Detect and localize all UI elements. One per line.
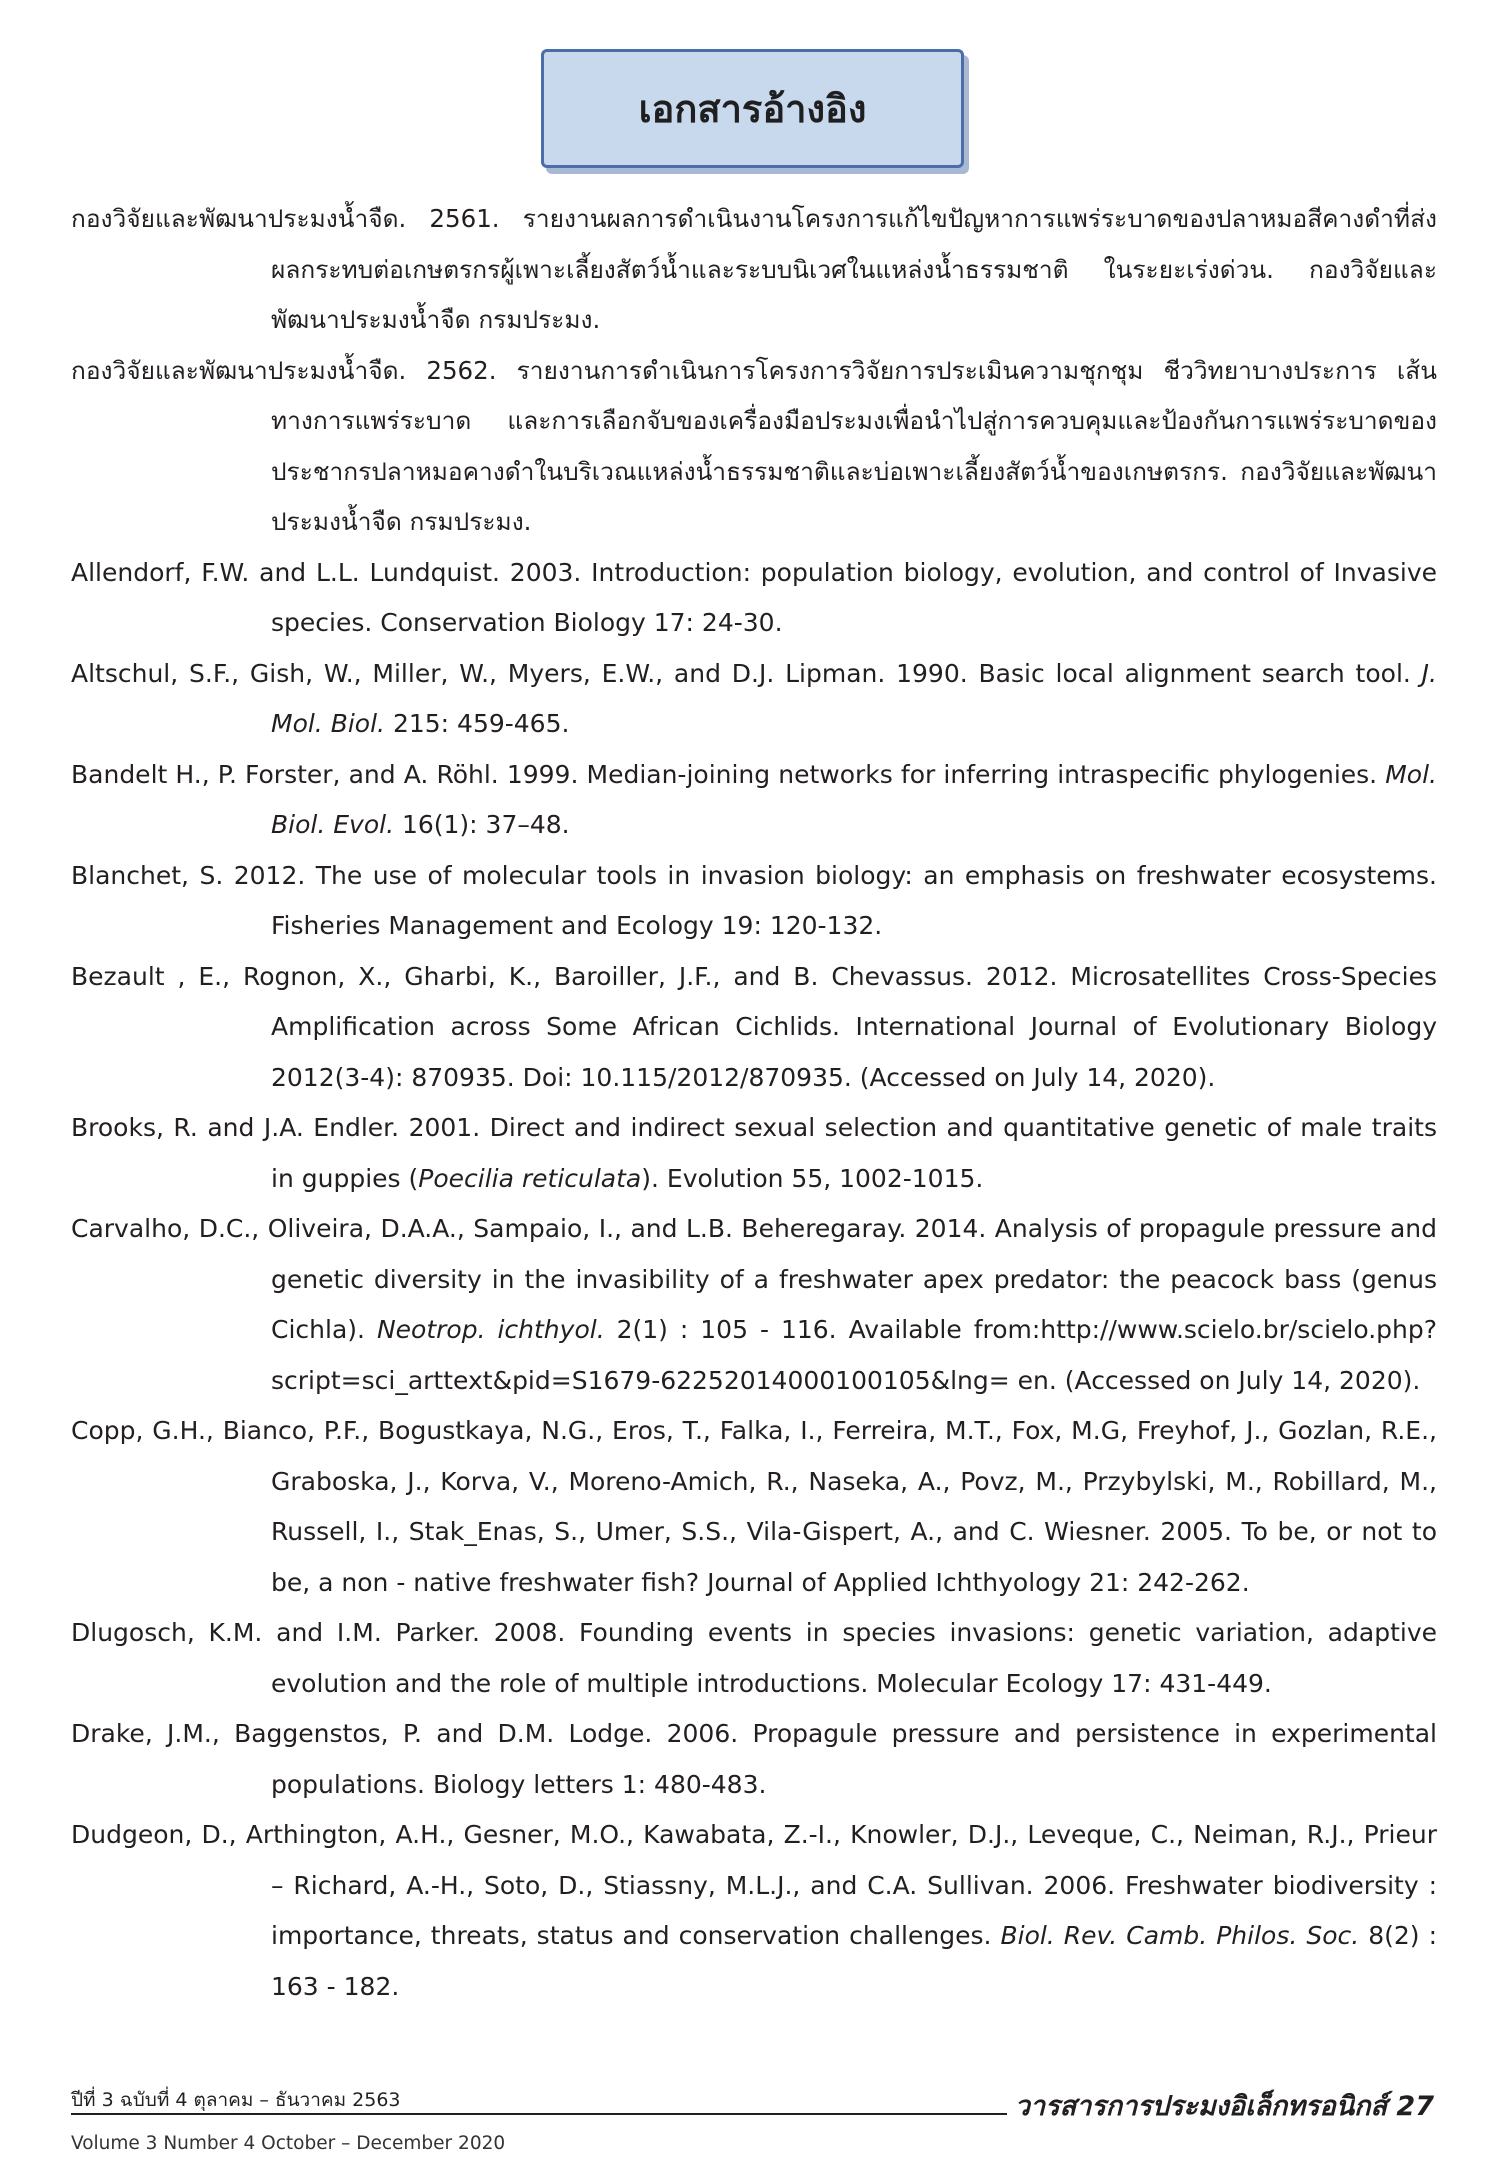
reference-italic-text: Mol. Biol. Evol. xyxy=(271,759,1437,839)
reference-text: 2(1) : 105 - 116. Available from:http://www.scielo.br/scielo.php?script=sci_arttext&pid=S1679-62252014000100105&lng= en. (Accessed on July 14, 2020). xyxy=(271,1315,1437,1395)
reference-item xyxy=(71,1810,1437,2012)
footer-divider xyxy=(71,2113,1007,2115)
reference-item xyxy=(71,851,1437,952)
reference-item xyxy=(71,1204,1437,1406)
reference-text: กองวิจัยและพัฒนาประมงน้ำจืด. 2562. รายงานการดำเนินการโครงการวิจัยการประเมินความชุกชุม ชีววิทยาบางประการ เส้นทางการแพร่ระบาด และการเลือกจับของเครื่องมือประมงเพื่อนำไปสู่การควบคุมและป้องกันการแพร่ระบาดของประชากรปลาหมอคางดำในบริเวณแหล่งน้ำธรรมชาติและบ่อเพาะเลี้ยงสัตว์น้ำของเกษตรกร. กองวิจัยและพัฒนาประมงน้ำจืด กรมประมง. xyxy=(71,355,1437,536)
reference-text: Bezault , E., Rognon, X., Gharbi, K., Baroiller, J.F., and B. Chevassus. 2012. Microsatellites Cross-Species Amplification across Some African Cichlids. International Journal of Evolutionary Biology 2012(3-4): 870935. Doi: 10.115/2012/870935. (Accessed on July 14, 2020). xyxy=(71,961,1437,1092)
reference-text: Carvalho, D.C., Oliveira, D.A.A., Sampaio, I., and L.B. Beheregaray. 2014. Analysis of propagule pressure and genetic diversity in the invasibility of a freshwater apex predator: the peacock bass (genus Cichla). xyxy=(71,1214,1437,1344)
reference-text: 8(2) : 163 - 182. xyxy=(271,1921,1437,2001)
reference-text: Dudgeon, D., Arthington, A.H., Gesner, M.O., Kawabata, Z.-I., Knowler, D.J., Leveque, C., Neiman, R.J., Prieur – Richard, A.-H., Soto, D., Stiassny, M.L.J., and C.A. Sullivan. 2006. Freshwater biodiversity : importance, threats, status and conservation challenges. xyxy=(71,1820,1437,1950)
reference-italic-text: Neotrop. ichthyol. xyxy=(376,1315,605,1344)
reference-text: Dlugosch, K.M. and I.M. Parker. 2008. Founding events in species invasions: genetic variation, adaptive evolution and the role of multiple introductions. Molecular Ecology 17: 431-449. xyxy=(71,1618,1437,1698)
reference-item xyxy=(71,952,1437,1104)
footer-issue-thai: ปีที่ 3 ฉบับที่ 4 ตุลาคม – ธันวาคม 2563 xyxy=(71,2089,401,2111)
reference-italic-text: J. Mol. Biol. xyxy=(271,658,1437,738)
footer-journal xyxy=(1015,2084,1434,2127)
reference-item xyxy=(71,1406,1437,1608)
reference-text: Drake, J.M., Baggenstos, P. and D.M. Lodge. 2006. Propagule pressure and persistence in experimental populations. Biology letters 1: 480-483. xyxy=(71,1719,1437,1799)
reference-text: Allendorf, F.W. and L.L. Lundquist. 2003. Introduction: population biology, evolution, and control of Invasive species. Conservation Biology 17: 24-30. xyxy=(71,557,1437,637)
reference-item xyxy=(71,1709,1437,1810)
reference-italic-text: Poecilia reticulata xyxy=(418,1163,642,1193)
section-heading: เอกสารอ้างอิง xyxy=(638,87,867,131)
reference-item xyxy=(71,1103,1437,1204)
footer-journal-name: วารสารการประมงอิเล็กทรอนิกส์ xyxy=(1014,2091,1388,2122)
section-heading-box xyxy=(541,49,964,168)
reference-text: 16(1): 37–48. xyxy=(394,810,570,839)
reference-text: Blanchet, S. 2012. The use of molecular tools in invasion biology: an emphasis on freshwater ecosystems. Fisheries Management and Ecology 19: 120-132. xyxy=(71,860,1437,940)
reference-text: Brooks, R. and J.A. Endler. 2001. Direct and indirect sexual selection and quantitative genetic of male traits in guppies ( xyxy=(71,1113,1437,1193)
reference-item xyxy=(71,649,1437,750)
reference-italic-text: Biol. Rev. Camb. Philos. Soc. xyxy=(1000,1921,1360,1950)
reference-text: กองวิจัยและพัฒนาประมงน้ำจืด. 2561. รายงานผลการดำเนินงานโครงการแก้ไขปัญหาการแพร่ระบาดของปลาหมอสีคางดำที่ส่งผลกระทบต่อเกษตรกรผู้เพาะเลี้ยงสัตว์น้ำและระบบนิเวศในแหล่งน้ำธรรมชาติ ในระยะเร่งด่วน. กองวิจัยและพัฒนาประมงน้ำจืด กรมประมง. xyxy=(71,204,1437,334)
footer-issue-english: Volume 3 Number 4 October – December 2020 xyxy=(71,2133,506,2154)
reference-item xyxy=(71,548,1437,649)
reference-text: 215: 459-465. xyxy=(385,709,570,738)
reference-item xyxy=(71,346,1437,548)
reference-item xyxy=(71,194,1437,346)
reference-text: Copp, G.H., Bianco, P.F., Bogustkaya, N.G., Eros, T., Falka, I., Ferreira, M.T., Fox, M.G, Freyhof, J., Gozlan, R.E., Graboska, J., Korva, V., Moreno-Amich, R., Naseka, A., Povz, M., Przybylski, M., Robillard, M., Russell, I., Stak_Enas, S., Umer, S.S., Vila-Gispert, A., and C. Wiesner. 2005. To be, or not to be, a non - native freshwater fish? Journal of Applied Ichthyology 21: 242-262. xyxy=(71,1416,1437,1597)
footer-issue xyxy=(71,2085,506,2154)
reference-item xyxy=(71,1608,1437,1709)
reference-list xyxy=(71,194,1437,2012)
reference-text: Bandelt H., P. Forster, and A. Röhl. 1999. Median-joining networks for inferring intraspecific phylogenies. xyxy=(71,759,1386,789)
reference-text: ). Evolution 55, 1002-1015. xyxy=(641,1163,984,1193)
reference-item xyxy=(71,750,1437,851)
page-number: 27 xyxy=(1396,2091,1434,2122)
reference-text: Altschul, S.F., Gish, W., Miller, W., Myers, E.W., and D.J. Lipman. 1990. Basic local alignment search tool. xyxy=(71,658,1422,688)
